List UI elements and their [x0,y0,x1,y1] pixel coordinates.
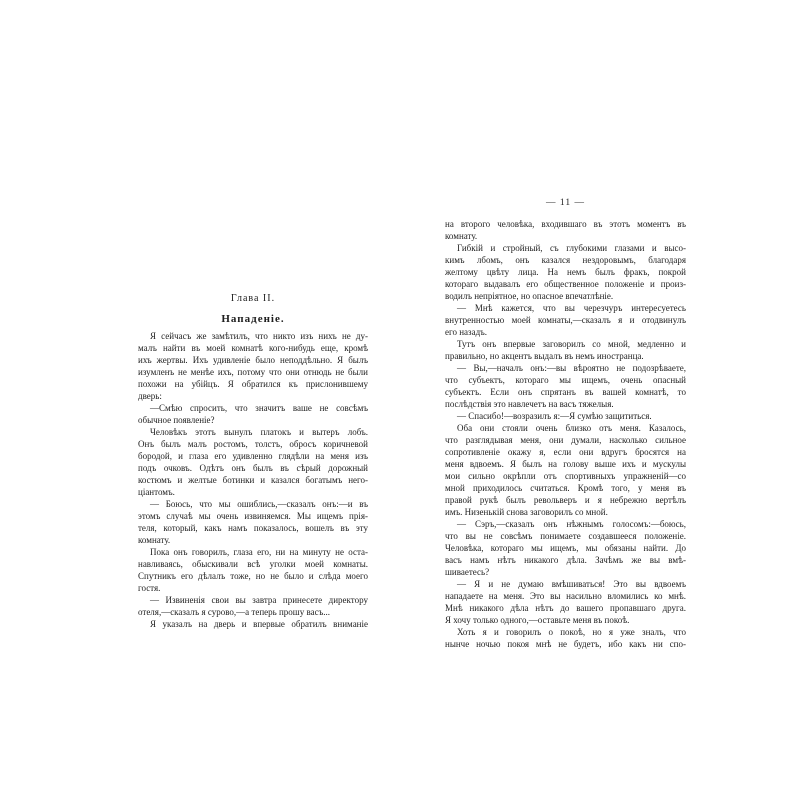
text-line: котораго выдавалъ его общественное положенiе и произ- [445,279,686,289]
text-line: — Я и не думаю вмѣшиваться! Это вы вдвоемъ [457,579,686,589]
text-line: отеля,—сказалъ я сурово,—а теперь прошу васъ... [138,607,331,617]
text-line: васъ намъ нѣтъ никакого дѣла. Зачѣмъ же вы вмѣ- [445,555,686,565]
text-line: ихъ жертвы. Ихъ удивленiе было неподдѣльно. Я былъ [138,355,368,365]
text-line: —Смѣю спросить, что значитъ ваше не совсѣмъ [150,403,368,413]
text-line: Человѣка, котораго мы ищемъ, мы обязаны найти. До [445,543,686,553]
text-line: водилъ непрiятное, но опасное впечатлѣнiе. [445,291,614,301]
text-line: дверь: [138,391,162,401]
text-line: послѣдствiя это навлечетъ на васъ тяжелыя. [445,399,614,409]
text-line: Я сейчасъ же замѣтилъ, что никто изъ нихъ не ду- [150,331,368,341]
chapter-title: Нападенiе. [221,313,285,325]
text-line: что вы не совсѣмъ понимаете создавшееся положенiе. [445,531,686,541]
text-line: шиваетесь? [445,567,490,577]
text-line: что разглядывая меня, они думали, насколько сильное [445,435,686,445]
text-line: мои сильно окрѣпли отъ спортивныхъ упражненiй—со [445,471,686,481]
text-line: мной приходилось считаться. Кромѣ того, у меня въ [445,483,686,493]
text-line: гостя. [138,583,161,593]
text-line: Пока онъ говорилъ, глаза его, ни на минуту не оста- [150,547,368,557]
text-line: этомъ случаѣ мы очень извиняемся. Мы ищемъ прiя- [138,511,368,521]
text-line: имъ. Низенькiй снова заговорилъ со мной. [445,507,608,517]
text-line: — Вы,—началъ онъ:—вы вѣроятно не подозрѣваете, [457,363,686,373]
text-line: — Сэръ,—сказалъ онъ нѣжнымъ голосомъ:—боюсь, [457,519,686,529]
text-line: похожи на убiйцъ. Я обратился къ прислонившему [138,379,368,389]
text-line: обычное появленiе? [138,415,215,425]
text-line: желтому цвѣту лица. На немъ былъ фракъ, покрой [445,267,686,277]
text-line: комнату. [445,231,478,241]
text-line: правильно, но акцентъ выдалъ въ немъ иностранца. [445,351,644,361]
text-line: что субъектъ, котораго мы ищемъ, очень опасный [445,375,686,385]
text-line: Онъ былъ малъ ростомъ, толстъ, обросъ коричневой [138,439,368,449]
text-line: кимъ лбомъ, онъ казался нездоровымъ, благодаря [445,255,686,265]
text-line: Я хочу только одного,—оставьте меня въ покоѣ. [445,615,630,625]
text-line: — Спасибо!—возразилъ я:—Я сумѣю защититься. [457,411,652,421]
text-line: нынче ночью покоя мнѣ не будетъ, ибо какъ ни спо- [445,639,686,649]
text-line: Тутъ онъ впервые заговорилъ со мной, медленно и [457,339,686,349]
page-number: — 11 — [546,198,585,208]
text-line: — Боюсь, что мы ошиблись,—сказалъ онъ:—и въ [150,499,368,509]
right-page [445,218,686,650]
text-line: подъ очковъ. Одѣтъ онъ былъ въ сѣрый дорожный [138,463,368,473]
right-page-body [445,218,686,650]
text-line: костюмъ и желтые ботинки и казался богатымъ него- [138,475,368,485]
text-line: комнату. [138,535,171,545]
text-line: его назадъ. [445,327,488,337]
left-page-body [138,330,368,630]
text-line: — Мнѣ кажется, что вы черезчуръ интересуетесь [457,303,686,313]
text-line: малъ найти въ моей комнатѣ кого-нибудь еще, кромѣ [138,343,368,353]
text-line: бородой, и глаза его удивленно глядѣли на меня изъ [138,451,368,461]
text-line: Мнѣ никакого дѣла нѣтъ до вашего пропавшаго друга. [445,603,686,613]
text-line: Я указалъ на дверь и впервые обратилъ вниманiе [150,619,368,629]
text-line: Человѣкъ этотъ вынулъ платокъ и вытеръ лобъ. [150,427,368,437]
text-line: Спутникъ его дѣлалъ тоже, но не было и слѣда моего [138,571,368,581]
text-line: — Извиненiя свои вы завтра принесете директору [150,595,368,605]
text-line: Гибкiй и стройный, съ глубокими глазами и высо- [457,243,686,253]
text-line: правой рукѣ былъ револьверъ и я небрежно вертѣлъ [445,495,686,505]
text-line: на второго человѣка, входившаго въ этотъ моментъ въ [445,219,686,229]
chapter-heading: Глава II. [230,293,276,304]
text-line: сопротивленiе окажу я, если они вдругъ бросятся на [445,447,686,457]
left-page [138,290,368,630]
text-line: теля, который, какъ намъ показалось, вошелъ въ эту [138,523,368,533]
text-line: Оба они стояли очень близко отъ меня. Казалось, [457,423,686,433]
text-line: изумленъ не менѣе ихъ, потому что они отнюдь не были [138,367,368,377]
text-line: цiантомъ. [138,487,175,497]
text-line: Хоть я и говорилъ о покоѣ, но я уже зналъ, что [457,627,686,637]
text-line: субъектъ. Если онъ спрятанъ въ вашей комнатѣ, то [445,387,686,397]
text-line: нападаете на меня. Это вы насильно вломились ко мнѣ. [445,591,686,601]
text-line: навливаясь, обыскивали всѣ уголки моей комнаты. [138,559,368,569]
text-line: внутренностью моей комнаты,—сказалъ я и отодвинулъ [445,315,686,325]
text-line: меня вдвоемъ. Я былъ на голову выше ихъ и мускулы [445,459,686,469]
